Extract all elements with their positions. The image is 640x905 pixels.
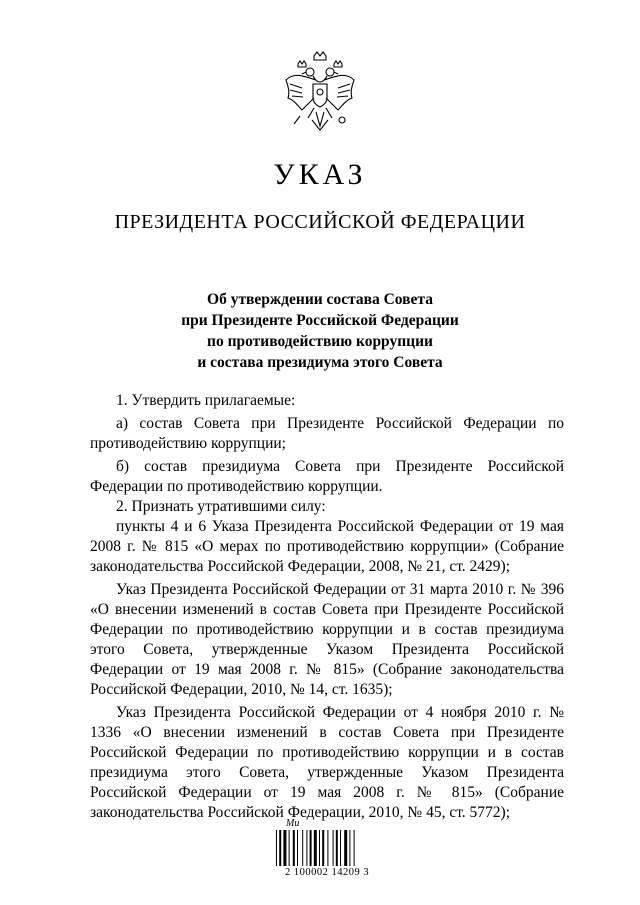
paragraph-item-2: 2. Признать утратившими силу: <box>116 498 326 515</box>
heading-line: и состава президиума этого Совета <box>197 354 443 371</box>
paragraph-item-1: 1. Утвердить прилагаемые: <box>116 392 296 409</box>
decree-heading <box>0 289 640 373</box>
document-title: УКАЗ <box>273 158 367 191</box>
barcode-number: 2 100002 14209 3 <box>284 867 370 878</box>
document-subtitle: ПРЕЗИДЕНТА РОССИЙСКОЙ ФЕДЕРАЦИИ <box>114 211 526 233</box>
paragraph-repeal-3: Указ Президента Российской Федерации от 4 ноября 2010 г. № 1336 «О внесении изменений в состав Совета при Президенте Российской Федерации по противодействию коррупции и в состав президиума этого Совета, утвержденные Указом Президента Российской Федерации от 19 мая 2008 г. № 815» (Собрание законодательства Российской Федерации, 2010, № 45, ст. 5772); <box>90 704 564 821</box>
paragraph-item-1b: б) состав президиума Совета при Президенте Российской Федерации по противодействию коррупции. <box>90 458 564 495</box>
coat-of-arms-icon <box>280 50 360 140</box>
heading-line: Об утверждении состава Совета <box>207 291 433 308</box>
paragraph-repeal-1: пункты 4 и 6 Указа Президента Российской Федерации от 19 мая 2008 г. № 815 «О мерах по противодействию коррупции» (Собрание законодательства Российской Федерации, 2008, № 21, ст. 2429); <box>90 518 564 575</box>
paragraph-item-1a: а) состав Совета при Президенте Российской Федерации по противодействию коррупции; <box>90 415 564 452</box>
barcode-initials: Ми <box>286 818 300 829</box>
paragraph-repeal-2: Указ Президента Российской Федерации от 31 марта 2010 г. № 396 «О внесении изменений в состав Совета при Президенте Российской Федерации по противодействию коррупции и в состав президиума этого Совета, утвержденные Указом Президента Российской Федерации от 19 мая 2008 г. № 815» (Собрание законодательства Российской Федерации, 2010, № 14, ст. 1635); <box>90 581 564 698</box>
heading-line: при Президенте Российской Федерации <box>181 312 459 329</box>
heading-line: по противодействию коррупции <box>207 333 433 350</box>
barcode-icon <box>276 830 378 866</box>
document-barcode <box>272 818 382 878</box>
decree-body <box>90 391 564 823</box>
coat-of-arms-emblem <box>280 50 360 140</box>
